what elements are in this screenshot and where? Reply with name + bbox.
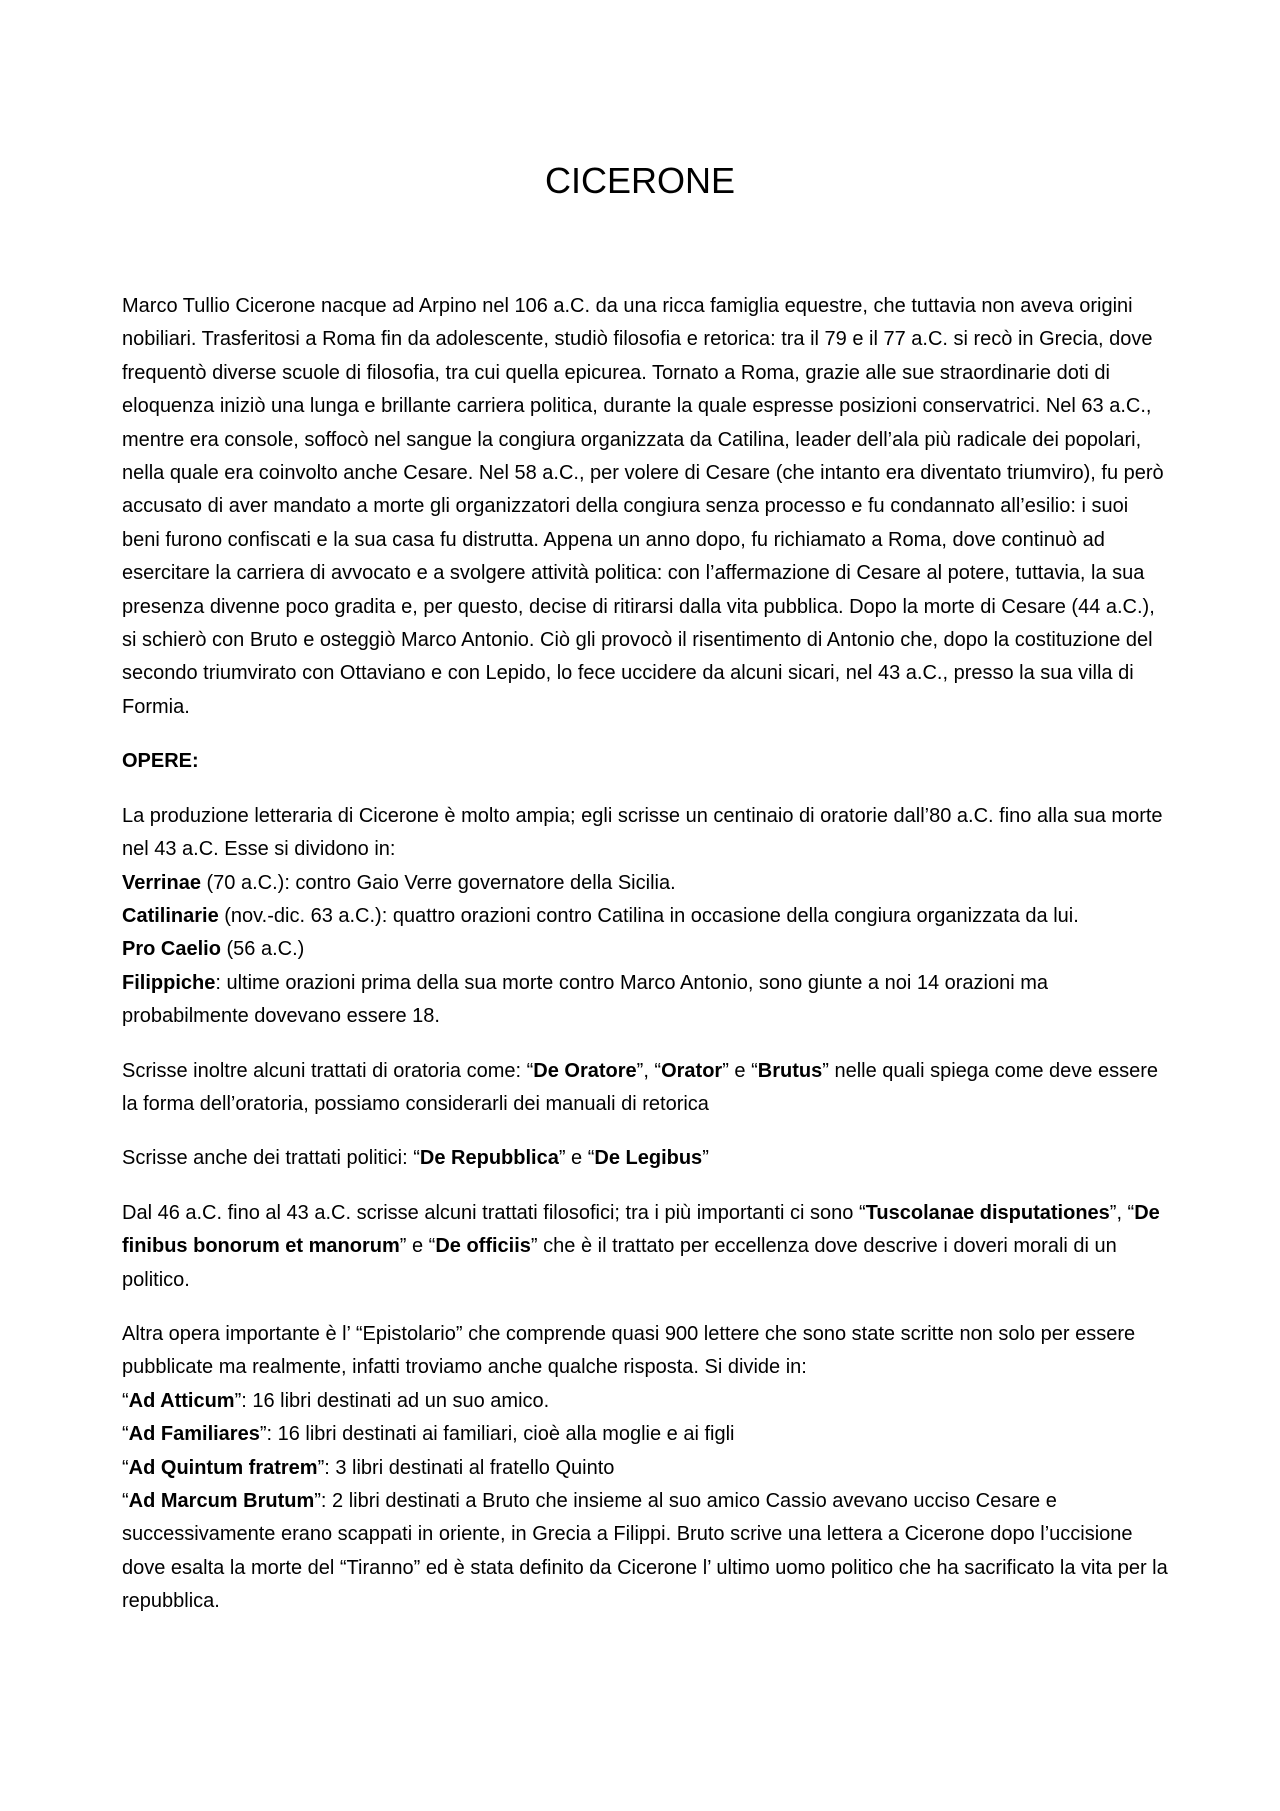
collection-name: Ad Atticum	[128, 1389, 235, 1412]
text-run: ”, “	[1109, 1201, 1135, 1224]
text-run: ” e “	[722, 1059, 758, 1082]
text-run: “	[122, 1490, 129, 1512]
work-title: De finibus bonorum et manorum	[122, 1201, 1160, 1258]
collection-desc: ”: 16 libri destinati ai familiari, cioè alla moglie e ai figli	[259, 1423, 735, 1446]
philosophical-paragraph	[122, 1197, 1168, 1297]
oration-desc: : ultime orazioni prima della sua morte contro Marco Antonio, sono giunte a noi 14 orazioni ma probabilmente dovevano essere 18.	[122, 971, 1049, 1028]
oration-desc: (70 a.C.): contro Gaio Verre governatore della Sicilia.	[200, 871, 676, 894]
work-title: De Repubblica	[419, 1147, 559, 1170]
text-run: ” e “	[399, 1235, 436, 1258]
text-run: Scrisse anche dei trattati politici: “	[122, 1147, 420, 1170]
text-run: ” e “	[558, 1147, 595, 1170]
oration-name: Verrinae	[122, 871, 201, 894]
text-run: Scrisse inoltre alcuni trattati di oratoria come: “	[122, 1059, 534, 1082]
document-body	[122, 290, 1168, 1640]
work-title: De officiis	[435, 1235, 531, 1258]
page-title: CICERONE	[544, 160, 736, 201]
letter-collection	[122, 1385, 1168, 1418]
oration-desc: (56 a.C.)	[220, 938, 305, 961]
work-title: De Legibus	[594, 1147, 703, 1170]
letter-collection	[122, 1485, 1168, 1619]
text-run: “	[122, 1389, 129, 1412]
opere-heading-text: OPERE:	[122, 750, 199, 773]
epistolario-intro: Altra opera importante è l’ “Epistolario” che comprende quasi 900 lettere che sono state scritte non solo per essere pubblicate ma realmente, infatti troviamo anche qualche risposta. Si divide in:	[122, 1322, 1136, 1379]
text-run: Dal 46 a.C. fino al 43 a.C. scrisse alcuni trattati filosofici; tra i più importanti ci sono “	[122, 1201, 866, 1224]
oration-item	[122, 867, 1168, 900]
work-title: Orator	[661, 1059, 723, 1082]
opere-heading	[122, 745, 1168, 778]
work-title: Brutus	[757, 1059, 823, 1082]
text-run: “	[122, 1423, 129, 1446]
oratory-paragraph	[122, 1055, 1168, 1122]
collection-desc: ”: 16 libri destinati ad un suo amico.	[234, 1389, 550, 1412]
text-run: ”	[702, 1147, 709, 1170]
collection-name: Ad Familiares	[128, 1423, 260, 1446]
work-title: De Oratore	[533, 1059, 637, 1082]
oration-item	[122, 967, 1168, 1034]
collection-name: Ad Quintum fratrem	[128, 1456, 318, 1479]
political-paragraph	[122, 1142, 1168, 1175]
letter-collection	[122, 1418, 1168, 1451]
collection-name: Ad Marcum Brutum	[128, 1490, 315, 1512]
collection-desc: ”: 2 libri destinati a Bruto che insieme al suo amico Cassio avevano ucciso Cesare e successivamente erano scappati in oriente, in Grecia a Filippi. Bruto scrive una lettera a Cicerone dopo l’uccisione dove esalta la morte del “Tiranno” ed è stata definito da Cicerone l’ ultimo uomo politico che ha sacrificato la vita per la repubblica.	[122, 1490, 1168, 1613]
epistolario-section	[122, 1318, 1168, 1619]
collection-desc: ”: 3 libri destinati al fratello Quinto	[317, 1456, 615, 1479]
work-title: Tuscolanae disputationes	[865, 1201, 1110, 1224]
text-run: ”, “	[636, 1059, 662, 1082]
oration-item	[122, 933, 1168, 966]
intro-paragraph: Marco Tullio Cicerone nacque ad Arpino nel 106 a.C. da una ricca famiglia equestre, che tuttavia non aveva origini nobiliari. Trasferitosi a Roma fin da adolescente, studiò filosofia e retorica: tra il 79 e il 77 a.C. si recò in Grecia, dove frequentò diverse scuole di filosofia, tra cui quella epicurea. Tornato a Roma, grazie alle sue straordinarie doti di eloquenza iniziò una lunga e brillante carriera politica, durante la quale espresse posizioni conservatrici. Nel 63 a.C., mentre era console, soffocò nel sangue la congiura organizzata da Catilina, leader dell’ala più radicale dei popolari, nella quale era coinvolto anche Cesare. Nel 58 a.C., per volere di Cesare (che intanto era diventato triumviro), fu però accusato di aver mandato a morte gli organizzatori della congiura senza processo e fu condannato all’esilio: i suoi beni furono confiscati e la sua casa fu distrutta. Appena un anno dopo, fu richiamato a Roma, dove continuò ad esercitare la carriera di avvocato e a svolgere attività politica: con l’affermazione di Cesare al potere, tuttavia, la sua presenza divenne poco gradita e, per questo, decise di ritirarsi dalla vita pubblica. Dopo la morte di Cesare (44 a.C.), si schierò con Bruto e osteggiò Marco Antonio. Ciò gli provocò il risentimento di Antonio che, dopo la costituzione del secondo triumvirato con Ottaviano e con Lepido, lo fece uccidere da alcuni sicari, nel 43 a.C., presso la sua villa di Formia.	[122, 295, 1164, 718]
text-run: “	[122, 1456, 129, 1479]
text-run: ” che è il trattato per eccellenza dove descrive i doveri morali di un politico.	[122, 1235, 1117, 1291]
oration-name: Pro Caelio	[122, 938, 221, 961]
orations-section	[122, 800, 1168, 1034]
orations-intro: La produzione letteraria di Cicerone è molto ampia; egli scrisse un centinaio di oratorie dall’80 a.C. fino alla sua morte nel 43 a.C. Esse si dividono in:	[122, 804, 1163, 861]
oration-desc: (nov.-dic. 63 a.C.): quattro orazioni contro Catilina in occasione della congiura organizzata da lui.	[218, 904, 1079, 927]
letter-collection	[122, 1452, 1168, 1485]
oration-item	[122, 900, 1168, 933]
oration-name: Filippiche	[122, 971, 216, 994]
text-run: ” nelle quali spiega come deve essere la forma dell’oratoria, possiamo considerarli dei manuali di retorica	[122, 1059, 1158, 1115]
oration-name: Catilinarie	[122, 904, 219, 927]
